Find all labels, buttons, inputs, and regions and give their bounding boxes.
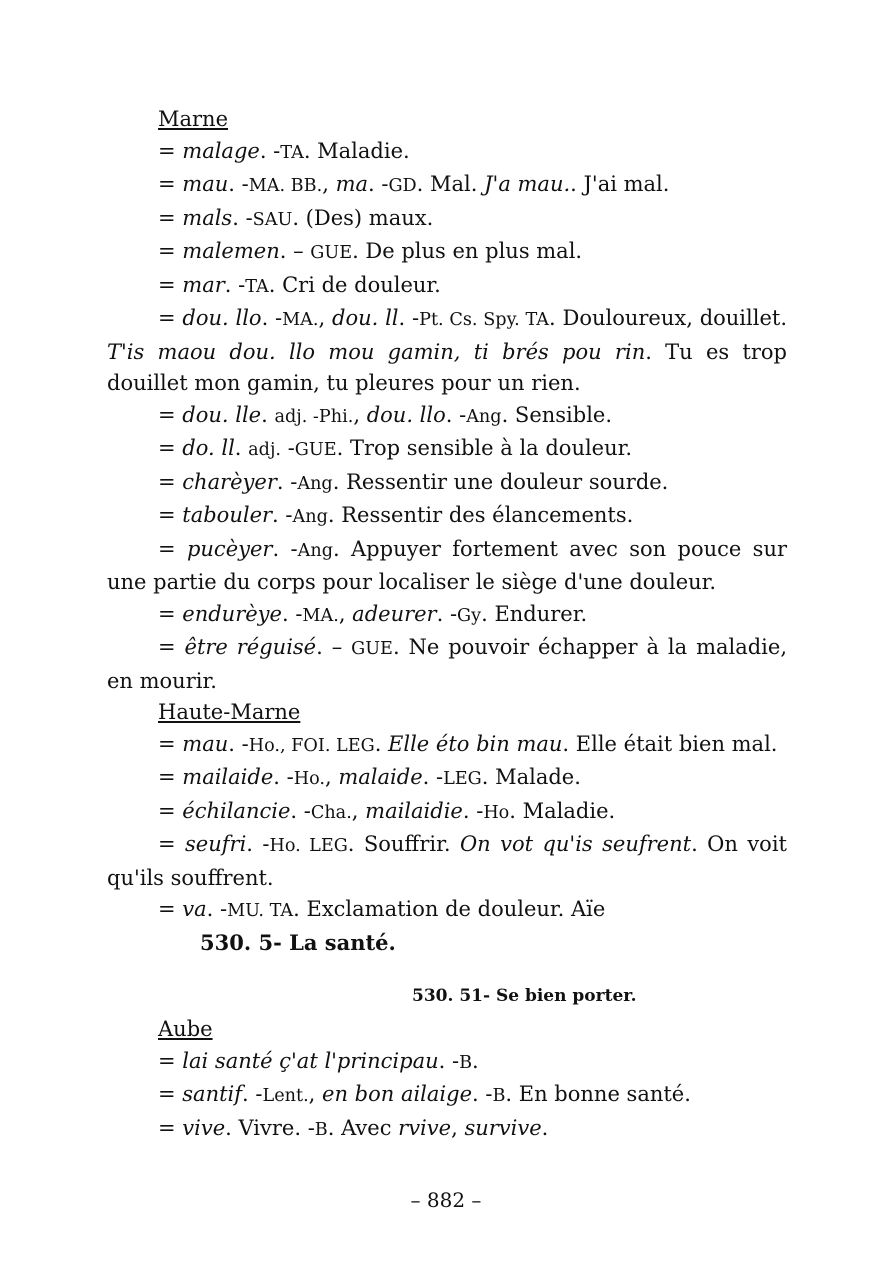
- entry-text: =: [158, 635, 176, 659]
- entry-text: . En bonne santé.: [505, 1082, 691, 1106]
- region-heading-marne: Marne: [158, 107, 229, 131]
- entry-source: GUE: [294, 440, 337, 460]
- entry-text: . Malade.: [481, 765, 581, 789]
- entry-source: Ang: [292, 507, 328, 527]
- entry-text: . De plus en plus mal.: [352, 239, 583, 263]
- dictionary-entry: [107, 829, 787, 894]
- aube-entries: [107, 1046, 787, 1147]
- entry-text: =: [158, 601, 176, 626]
- entry-text: =: [158, 765, 176, 789]
- entry-source: B: [492, 1086, 506, 1106]
- entry-text: . -: [422, 765, 444, 789]
- dictionary-entry: [107, 400, 787, 434]
- entry-text: ,: [338, 601, 353, 626]
- entry-text: =: [158, 832, 176, 856]
- entry-text: =: [158, 402, 176, 427]
- entry-term: endurèye: [175, 601, 282, 626]
- entry-source: Lent.: [262, 1086, 309, 1106]
- entry-text: . Endurer.: [481, 601, 588, 626]
- entry-text: . -: [281, 601, 303, 626]
- marne-entries: [107, 136, 787, 698]
- entry-text: . -: [290, 798, 311, 823]
- entry-text: =: [158, 436, 176, 460]
- entry-text: . Maladie.: [303, 138, 410, 163]
- dictionary-entry: [107, 203, 787, 237]
- entry-term: être réguisé: [175, 635, 317, 659]
- entry-term: dou. ll: [332, 306, 399, 330]
- entry-text: . -: [228, 731, 249, 756]
- entry-text: . Elle était bien mal.: [562, 731, 778, 756]
- entry-text: ,: [318, 306, 332, 330]
- entry-text: . -: [232, 205, 253, 230]
- subsection-title: 530. 51- Se bien porter.: [412, 986, 637, 1006]
- entry-text: . –: [316, 635, 352, 659]
- dictionary-entry: [107, 1046, 787, 1080]
- entry-source: B: [314, 1119, 328, 1140]
- entry-source: LEG: [443, 769, 482, 789]
- entry-text: . –: [279, 239, 311, 263]
- entry-source: TA: [280, 142, 304, 163]
- entry-term: malaide: [338, 765, 423, 789]
- entry-term: va: [175, 897, 207, 921]
- entry-text: =: [158, 731, 176, 756]
- entry-term: échilancie: [175, 798, 291, 823]
- entries-block-1: [107, 104, 787, 928]
- entry-term: dou. llo: [366, 402, 446, 427]
- entry-source: GUE: [310, 243, 353, 263]
- entry-text: ,: [322, 172, 336, 196]
- entry-text: =: [158, 1115, 176, 1140]
- entry-source: B: [459, 1052, 473, 1073]
- dictionary-entry: [107, 534, 787, 599]
- entry-text: =: [158, 138, 176, 163]
- dictionary-entry: [107, 433, 787, 467]
- entry-text: . Cri de douleur.: [268, 272, 441, 297]
- entry-text: . -: [472, 1082, 493, 1106]
- entry-source: Cha.: [310, 802, 352, 823]
- entry-term: ma: [335, 172, 368, 196]
- dictionary-entry: [107, 270, 787, 304]
- entry-text: . Tu es trop douillet mon gamin, tu pleures pour un rien.: [107, 339, 787, 395]
- entry-text: . -: [206, 897, 228, 921]
- entry-text: . Ressentir une douleur sourde.: [332, 469, 669, 494]
- entry-term: J'a mau.: [484, 172, 571, 196]
- entry-text: =: [158, 205, 176, 230]
- entry-text: . Trop sensible à la douleur.: [336, 436, 633, 460]
- entry-text: . On voit qu'ils souffrent.: [107, 832, 787, 890]
- entry-term: survive: [464, 1115, 542, 1140]
- entry-text: . Sensible.: [501, 402, 613, 427]
- page-number: – 882 –: [410, 1188, 482, 1212]
- entry-text: . -: [276, 469, 298, 494]
- entry-text: . -: [259, 138, 281, 163]
- entry-text: . -: [398, 306, 420, 330]
- entry-source: Ho. LEG: [269, 836, 348, 856]
- entry-term: T'is maou dou. llo mou gamin, ti brés pou rin: [107, 339, 646, 364]
- dictionary-entry: [107, 1079, 787, 1113]
- entry-text: =: [158, 306, 176, 330]
- entry-term: mals: [175, 205, 233, 230]
- dictionary-entry: [107, 136, 787, 170]
- region-heading-aube: Aube: [158, 1017, 213, 1041]
- entry-text: =: [158, 897, 176, 921]
- entry-text: =: [158, 172, 176, 196]
- entry-term: adeurer: [352, 601, 437, 626]
- entry-source: Ho: [483, 802, 510, 823]
- entry-text: . -: [242, 1082, 263, 1106]
- entry-text: .: [472, 1048, 479, 1073]
- entry-source: Gy: [457, 605, 482, 626]
- entry-text: ,: [308, 1082, 323, 1106]
- entry-source: Ho., FOI. LEG: [248, 735, 375, 756]
- entry-text: =: [158, 1048, 176, 1073]
- entry-text: . J'ai mal.: [570, 172, 670, 196]
- region-heading-haute-marne: Haute-Marne: [158, 700, 301, 724]
- entry-text: . Douloureux, douillet.: [549, 306, 787, 330]
- entry-text: ,: [351, 798, 366, 823]
- entry-text: .: [261, 402, 275, 427]
- section-title: 530. 5- La santé.: [200, 930, 396, 955]
- entry-term: malemen: [175, 239, 280, 263]
- entry-source: MU. TA: [227, 901, 294, 921]
- entry-source: MA. BB.: [248, 176, 323, 196]
- entry-text: . -: [438, 1048, 460, 1073]
- entry-source: adj. -Phi.: [274, 406, 354, 427]
- entry-text: . Ne pouvoir échapper à la maladie, en mourir.: [107, 635, 788, 693]
- dictionary-entry: [107, 303, 787, 400]
- entry-term: Elle éto bin mau: [388, 731, 563, 756]
- entry-text: . Appuyer fortement avec son pouce sur une partie du corps pour localiser le siège d'une douleur.: [107, 536, 788, 594]
- dictionary-entry: [107, 632, 787, 697]
- entry-term: do. ll: [175, 436, 235, 460]
- dictionary-entry: [107, 1113, 787, 1147]
- entry-term: charèyer: [175, 469, 277, 494]
- entry-text: . Ressentir des élancements.: [327, 503, 634, 527]
- dictionary-entry: [107, 500, 787, 534]
- entry-text: =: [158, 469, 176, 494]
- entry-term: tabouler: [175, 503, 273, 527]
- entry-text: . -: [272, 503, 293, 527]
- entry-source: SAU: [252, 209, 293, 230]
- dictionary-entry: [107, 729, 787, 763]
- entry-term: On vot qu'is seufrent: [459, 832, 692, 856]
- entry-text: ,: [451, 1115, 465, 1140]
- entry-text: =: [158, 1082, 176, 1106]
- dictionary-entry: [107, 894, 787, 928]
- entry-source: GUE: [351, 639, 393, 659]
- entry-term: malage: [175, 138, 260, 163]
- entry-text: . -: [224, 272, 246, 297]
- entry-text: ,: [353, 402, 367, 427]
- haute-marne-entries: [107, 729, 787, 928]
- entry-source: MA.: [282, 310, 319, 330]
- entry-text: . Avec: [327, 1115, 399, 1140]
- entry-text: . (Des) maux.: [292, 205, 434, 230]
- entry-text: . Vivre. -: [225, 1115, 315, 1140]
- entry-source: Ang: [297, 473, 333, 494]
- entry-text: . -: [436, 601, 458, 626]
- entry-source: adj.: [248, 440, 282, 460]
- entry-text: . Exclamation de douleur. Aïe: [293, 897, 606, 921]
- entry-text: . -: [273, 765, 294, 789]
- entry-term: mailaide: [175, 765, 274, 789]
- entry-text: . -: [246, 832, 270, 856]
- entry-term: mar: [175, 272, 225, 297]
- entry-term: seufri: [175, 832, 247, 856]
- entry-text: =: [158, 272, 176, 297]
- entry-source: MA.: [302, 605, 339, 626]
- entry-text: .: [541, 1115, 549, 1140]
- entry-term: en bon ailaige: [322, 1082, 473, 1106]
- entry-text: .: [234, 436, 249, 460]
- entry-text: .: [374, 731, 389, 756]
- dictionary-entry: [107, 467, 787, 501]
- entry-text: =: [158, 239, 176, 263]
- entry-term: rvive: [398, 1115, 452, 1140]
- entry-term: pucèyer: [175, 536, 273, 561]
- entry-text: . -: [462, 798, 484, 823]
- entries-block-2: [107, 1014, 787, 1146]
- entry-text: . -: [445, 402, 467, 427]
- entry-text: =: [158, 503, 176, 527]
- entry-source: Pt. Cs. Spy. TA: [419, 310, 550, 330]
- entry-term: santif: [175, 1082, 243, 1106]
- entry-text: =: [158, 536, 176, 561]
- dictionary-entry: [107, 169, 787, 203]
- entry-text: . -: [368, 172, 389, 196]
- entry-text: . Maladie.: [509, 798, 616, 823]
- entry-term: dou. llo: [175, 306, 262, 330]
- entry-source: GD: [388, 176, 417, 196]
- entry-source: TA: [245, 276, 269, 297]
- dictionary-entry: [107, 599, 787, 633]
- entry-text: -: [281, 436, 295, 460]
- entry-source: Ang: [466, 406, 502, 427]
- entry-term: mau: [175, 731, 229, 756]
- dictionary-entry: [107, 236, 787, 270]
- entry-text: . Souffrir.: [347, 832, 460, 856]
- entry-term: vive: [175, 1115, 226, 1140]
- entry-text: . Mal.: [416, 172, 485, 196]
- entry-text: . -: [228, 172, 249, 196]
- dictionary-entry: [107, 796, 787, 830]
- entry-term: dou. lle: [175, 402, 262, 427]
- entry-source: Ho.: [293, 769, 325, 789]
- entry-source: Ang: [297, 540, 333, 561]
- dictionary-entry: [107, 762, 787, 796]
- entry-text: ,: [325, 765, 339, 789]
- entry-term: lai santé ç'at l'principau: [175, 1048, 439, 1073]
- entry-text: =: [158, 798, 176, 823]
- entry-text: . -: [272, 536, 298, 561]
- entry-term: mailaidie: [365, 798, 463, 823]
- entry-text: . -: [261, 306, 283, 330]
- entry-term: mau: [175, 172, 229, 196]
